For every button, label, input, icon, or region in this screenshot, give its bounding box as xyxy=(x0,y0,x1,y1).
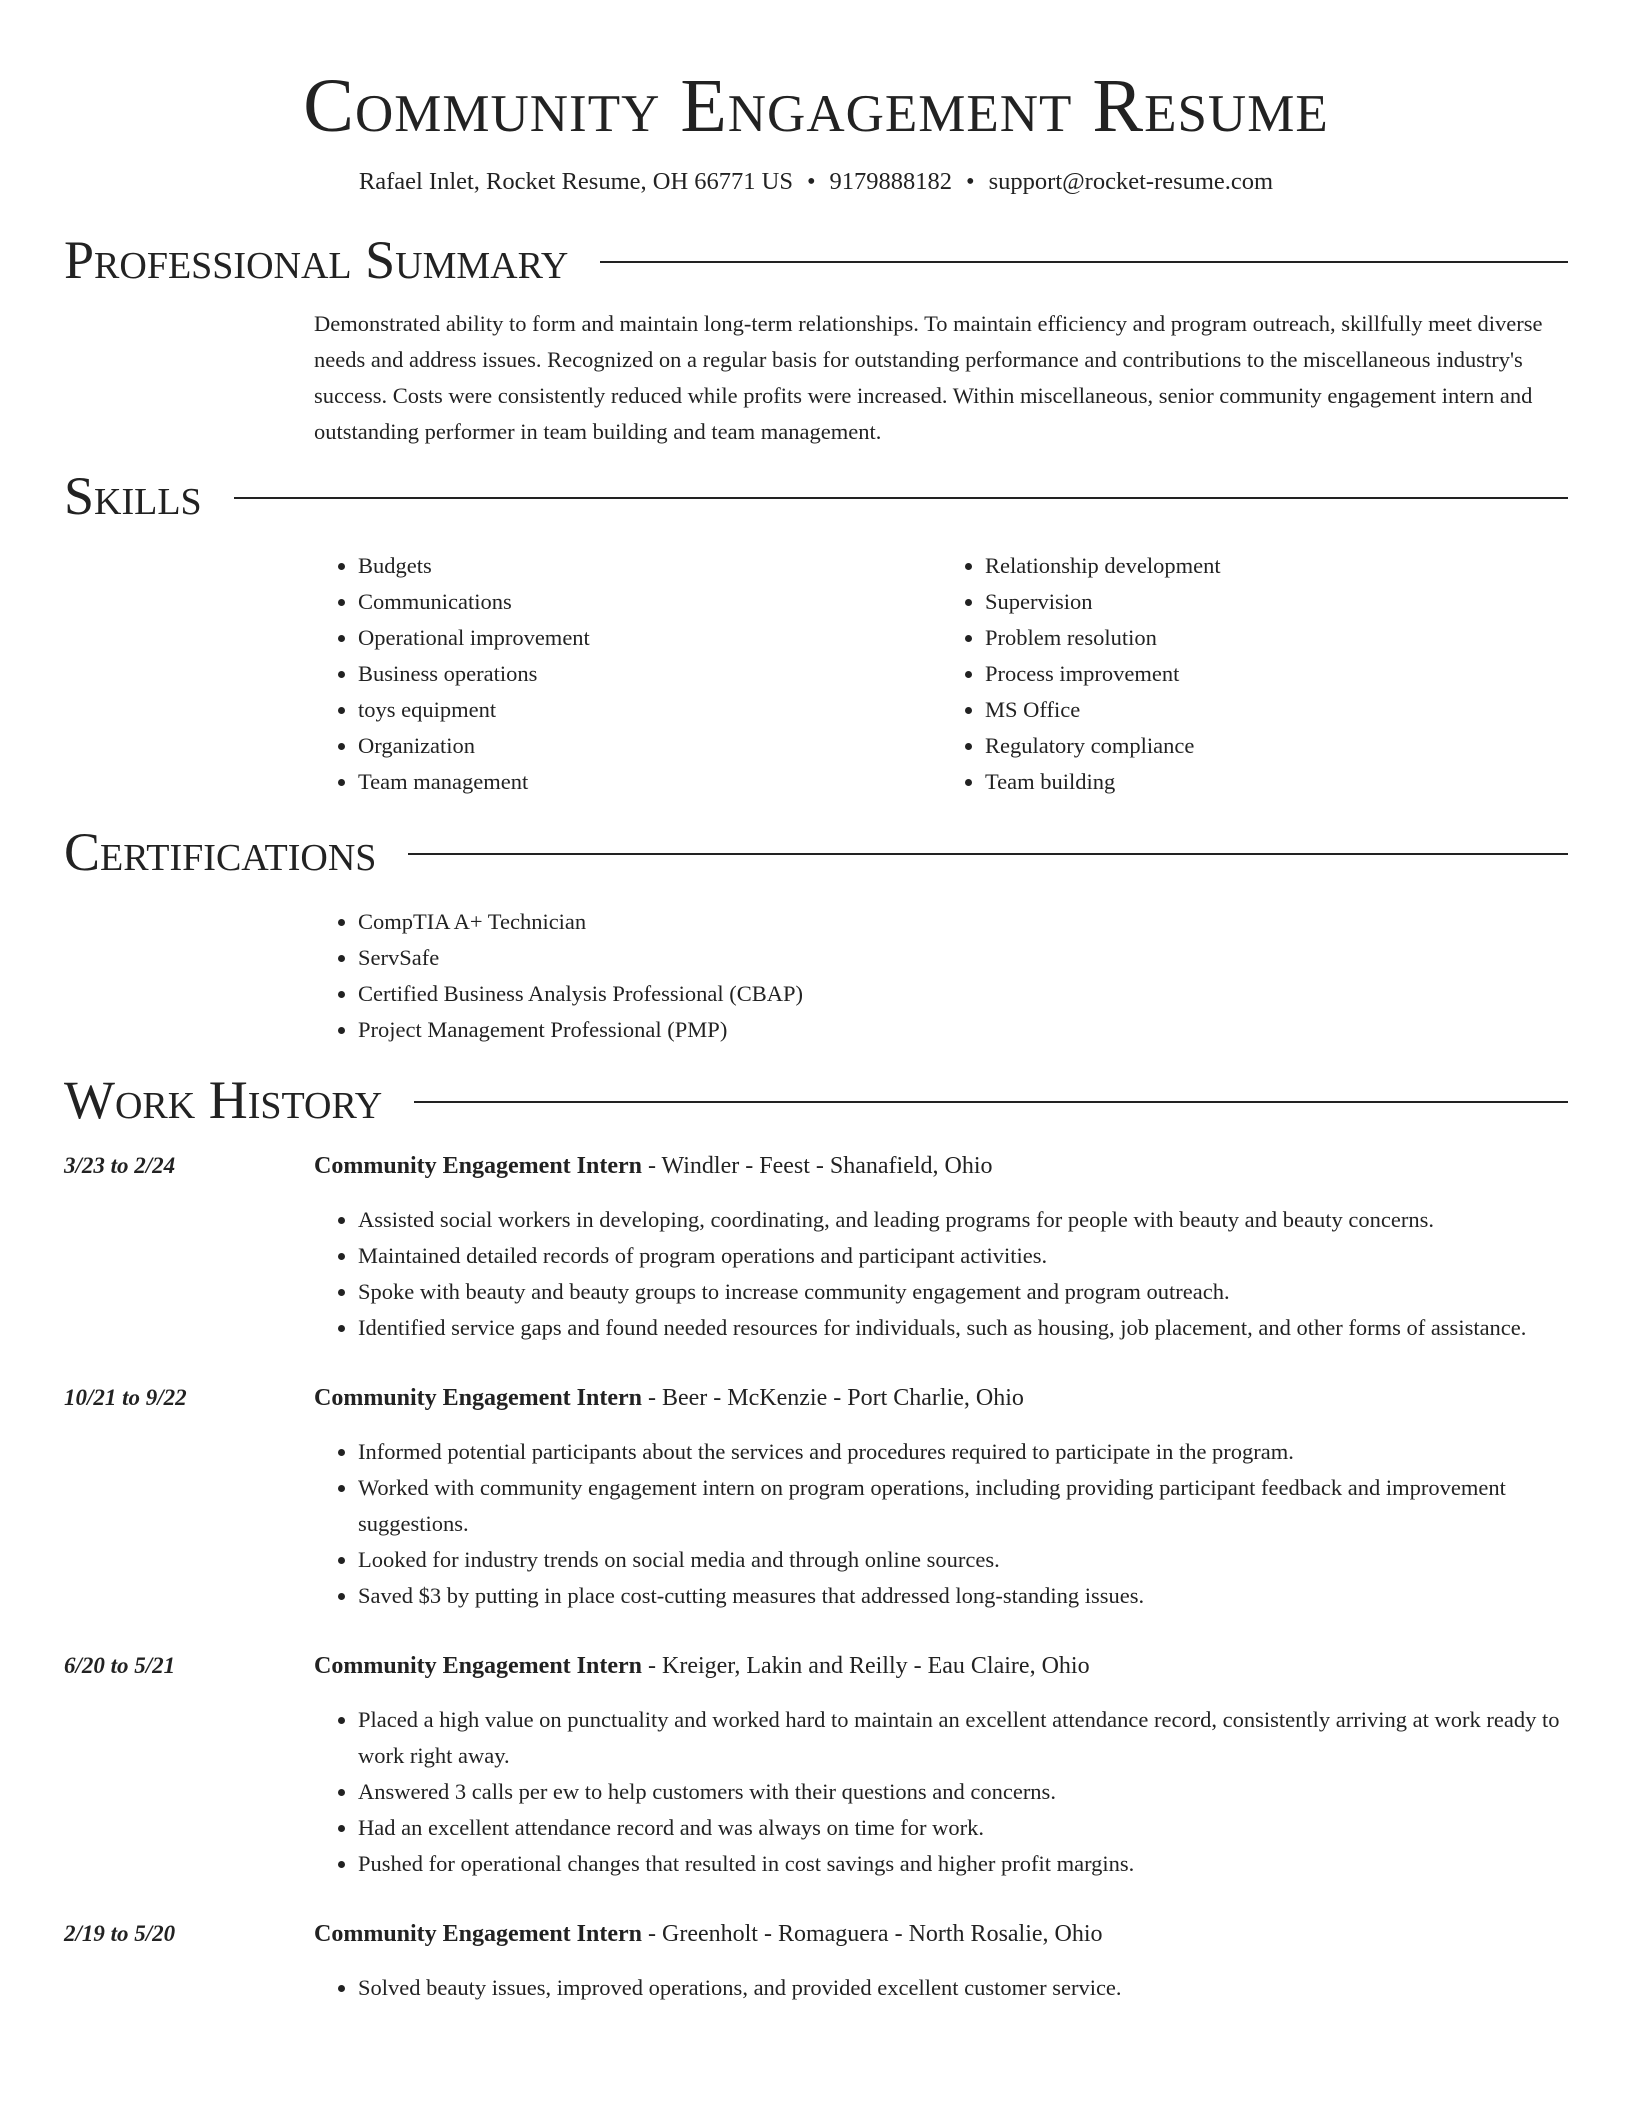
job-detail xyxy=(314,1148,1568,1346)
certification-item: • CompTIA A+ Technician xyxy=(358,904,1568,940)
job-detail xyxy=(314,1916,1568,2006)
skill-item: • Communications xyxy=(358,584,941,620)
job-title-line xyxy=(314,1648,1568,1684)
job-dates: 10/21 to 9/22 xyxy=(64,1385,187,1410)
contact-separator: • xyxy=(806,168,816,195)
job-company: - Beer - McKenzie - Port Charlie, Ohio xyxy=(648,1385,1024,1411)
job-entry xyxy=(64,1916,1568,2006)
job-bullet: • Looked for industry trends on social media and through online sources. xyxy=(358,1542,1568,1578)
job-company: - Greenholt - Romaguera - North Rosalie, Ohio xyxy=(648,1921,1103,1947)
job-bullet: • Had an excellent attendance record and was always on time for work. xyxy=(358,1810,1568,1846)
job-title-line xyxy=(314,1148,1568,1184)
contact-separator: • xyxy=(966,168,975,195)
skills-list-right xyxy=(941,548,1568,800)
job-entry xyxy=(64,1380,1568,1614)
skill-item: • Supervision xyxy=(985,584,1568,620)
certification-item: • ServSafe xyxy=(358,940,1568,976)
job-dates: 2/19 to 5/20 xyxy=(64,1921,176,1946)
skill-item: • Team building xyxy=(985,764,1568,800)
job-bullet: • Maintained detailed records of program operations and participant activities. xyxy=(358,1238,1568,1274)
job-title: Community Engagement Intern xyxy=(314,1153,642,1179)
section-divider xyxy=(600,261,1568,263)
job-bullet-list xyxy=(314,1202,1568,1346)
job-dates: 6/20 to 5/21 xyxy=(64,1653,176,1678)
job-bullet: • Identified service gaps and found needed resources for individuals, such as housing, job placement, and other forms of assistance. xyxy=(358,1310,1568,1346)
section-divider xyxy=(234,497,1568,499)
job-company: - Windler - Feest - Shanafield, Ohio xyxy=(648,1153,993,1179)
skill-item: • Business operations xyxy=(358,656,941,692)
job-title-line xyxy=(314,1380,1568,1416)
skill-item: • Relationship development xyxy=(985,548,1568,584)
certification-item: • Project Management Professional (PMP) xyxy=(358,1012,1568,1048)
skill-item: • Organization xyxy=(358,728,941,764)
certifications-block xyxy=(314,904,1568,1048)
skill-item: • Budgets xyxy=(358,548,941,584)
skills-list-left xyxy=(314,548,941,800)
job-detail xyxy=(314,1648,1568,1882)
job-bullet-list xyxy=(314,1702,1568,1882)
contact-line xyxy=(64,166,1568,198)
skill-item: • Team management xyxy=(358,764,941,800)
section-header-summary xyxy=(64,228,1568,292)
skill-item: • Process improvement xyxy=(985,656,1568,692)
summary-block xyxy=(314,306,1568,450)
job-bullet: • Worked with community engagement intern on program operations, including providing participant feedback and improvement suggestions. xyxy=(358,1470,1568,1542)
job-title-line xyxy=(314,1916,1568,1952)
contact-phone: 9179888182 xyxy=(829,168,953,195)
contact-address: Rafael Inlet, Rocket Resume, OH 66771 US xyxy=(358,168,793,195)
job-bullet: • Placed a high value on punctuality and worked hard to maintain an excellent attendance record, consistently arriving at work ready to work right away. xyxy=(358,1702,1568,1774)
skill-item: • toys equipment xyxy=(358,692,941,728)
certifications-list xyxy=(314,904,1568,1048)
job-title: Community Engagement Intern xyxy=(314,1385,642,1411)
job-detail xyxy=(314,1380,1568,1614)
work-history-block xyxy=(64,1148,1568,2006)
skill-item: • MS Office xyxy=(985,692,1568,728)
section-divider xyxy=(408,853,1568,855)
resume-title: Community Engagement Resume xyxy=(303,64,1329,148)
job-entry xyxy=(64,1148,1568,1346)
job-entry xyxy=(64,1648,1568,1882)
section-divider xyxy=(414,1101,1568,1103)
section-title-certifications: Certifications xyxy=(64,822,377,882)
section-title-skills: Skills xyxy=(64,466,202,526)
section-header-skills xyxy=(64,464,1568,528)
section-header-work-history xyxy=(64,1068,1568,1132)
section-title-summary: Professional Summary xyxy=(64,230,569,290)
summary-text: Demonstrated ability to form and maintain long-term relationships. To maintain efficiency and program outreach, skillfully meet diverse needs and address issues. Recognized on a regular basis for outstanding performance and contributions to the miscellaneous industry's success. Costs were consistently reduced while profits were increased. Within miscellaneous, senior community engagement intern and outstanding performer in team building and team management. xyxy=(314,311,1543,444)
job-bullet-list xyxy=(314,1970,1568,2006)
job-title: Community Engagement Intern xyxy=(314,1653,642,1679)
certification-item: • Certified Business Analysis Professional (CBAP) xyxy=(358,976,1568,1012)
job-bullet: • Pushed for operational changes that resulted in cost savings and higher profit margins. xyxy=(358,1846,1568,1882)
section-title-work-history: Work History xyxy=(64,1070,383,1130)
job-dates: 3/23 to 2/24 xyxy=(64,1153,176,1178)
job-bullet: • Informed potential participants about the services and procedures required to participate in the program. xyxy=(358,1434,1568,1470)
job-company: - Kreiger, Lakin and Reilly - Eau Claire, Ohio xyxy=(648,1653,1090,1679)
job-bullet: • Solved beauty issues, improved operations, and provided excellent customer service. xyxy=(358,1970,1568,2006)
skill-item: • Problem resolution xyxy=(985,620,1568,656)
job-title: Community Engagement Intern xyxy=(314,1921,642,1947)
section-header-certifications xyxy=(64,820,1568,884)
contact-email: support@rocket-resume.com xyxy=(988,168,1274,195)
job-bullet: • Spoke with beauty and beauty groups to increase community engagement and program outreach. xyxy=(358,1274,1568,1310)
job-bullet: • Assisted social workers in developing, coordinating, and leading programs for people with beauty and beauty concerns. xyxy=(358,1202,1568,1238)
skill-item: • Regulatory compliance xyxy=(985,728,1568,764)
skills-block xyxy=(314,548,1568,800)
job-bullet: • Saved $3 by putting in place cost-cutting measures that addressed long-standing issues. xyxy=(358,1578,1568,1614)
job-bullet-list xyxy=(314,1434,1568,1614)
job-bullet: • Answered 3 calls per ew to help customers with their questions and concerns. xyxy=(358,1774,1568,1810)
skill-item: • Operational improvement xyxy=(358,620,941,656)
